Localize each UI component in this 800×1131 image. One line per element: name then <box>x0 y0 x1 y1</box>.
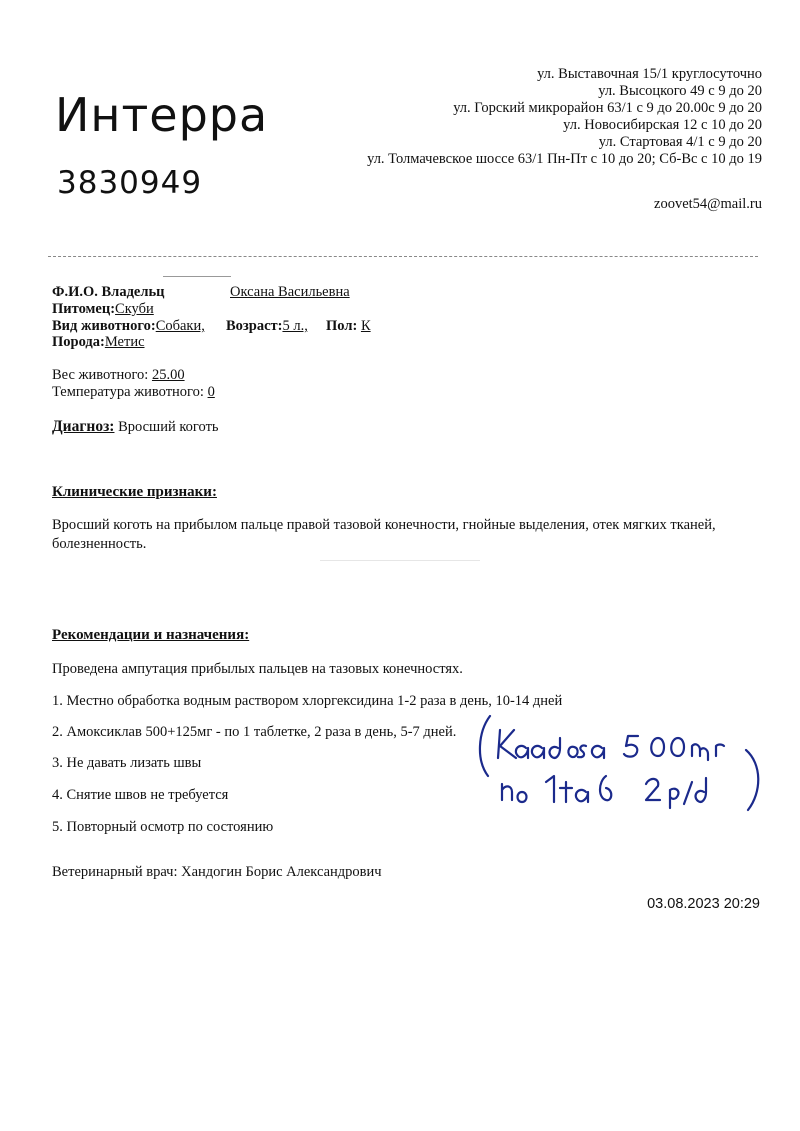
breed-row <box>52 334 145 351</box>
temperature-label: Температура животного: <box>52 384 204 400</box>
clinic-phone: 3830949 <box>57 165 203 201</box>
redaction-line <box>163 276 231 277</box>
pet-label: Питомец: <box>52 301 116 317</box>
breed-label: Порода: <box>52 334 105 350</box>
recommendation-item: 3. Не давать лизать швы <box>52 755 202 771</box>
weight-value: 25.00 <box>151 367 185 383</box>
address-list <box>367 66 762 168</box>
clinical-heading: Клинические признаки: <box>52 484 217 500</box>
clinic-logo-text: Интерра <box>55 88 269 142</box>
procedure-note: Проведена ампутация прибылых пальцев на тазовых конечностях. <box>52 661 463 677</box>
breed-value: Метис <box>104 334 145 350</box>
address-line: ул. Горский микрорайон 63/1 с 9 до 20.00с 9 до 20 <box>453 100 762 116</box>
address-line: ул. Высоцкого 49 с 9 до 20 <box>598 83 762 99</box>
temperature-row <box>52 384 215 401</box>
pet-row <box>52 301 154 318</box>
address-line: ул. Стартовая 4/1 с 9 до 20 <box>598 134 762 150</box>
doctor-signature-line: Ветеринарный врач: Хандогин Борис Александрович <box>52 864 382 880</box>
age-field <box>226 318 308 335</box>
pet-name: Скуби <box>115 301 154 317</box>
diagnosis-value: Вросший коготь <box>118 419 219 435</box>
diagnosis-label: Диагноз: <box>52 418 115 435</box>
owner-name: Оксана Васильевна <box>230 284 350 300</box>
weight-label: Вес животного: <box>52 367 149 383</box>
diagnosis-row <box>52 418 219 436</box>
scan-artifact <box>320 560 480 561</box>
age-value: 5 л., <box>282 318 308 334</box>
sex-label: Пол: <box>326 318 358 334</box>
species-value: Собаки, <box>155 318 205 334</box>
owner-row <box>52 284 165 301</box>
age-label: Возраст: <box>226 318 283 334</box>
weight-row <box>52 367 185 384</box>
handwritten-annotation <box>470 710 790 830</box>
sex-value: К <box>360 318 371 334</box>
clinic-email: zoovet54@mail.ru <box>654 196 762 212</box>
recommendations-heading: Рекомендации и назначения: <box>52 627 250 643</box>
temperature-value: 0 <box>207 384 215 400</box>
sex-field <box>326 318 371 335</box>
recommendation-item: 5. Повторный осмотр по состоянию <box>52 819 274 835</box>
species-row <box>52 318 205 335</box>
owner-label: Ф.И.О. Владельц <box>52 284 165 300</box>
species-label: Вид животного: <box>52 318 156 334</box>
header-divider <box>48 256 758 257</box>
address-line: ул. Выставочная 15/1 круглосуточно <box>537 66 762 82</box>
recommendation-item: 4. Снятие швов не требуется <box>52 787 229 803</box>
recommendation-item: 2. Амоксиклав 500+125мг - по 1 таблетке, 2 раза в день, 5-7 дней. <box>52 724 457 740</box>
clinical-text: Вросший коготь на прибылом пальце правой тазовой конечности, гнойные выделения, отек мягких тканей, болезненность. <box>52 517 716 552</box>
address-line: ул. Новосибирская 12 с 10 до 20 <box>563 117 762 133</box>
recommendation-item: 1. Местно обработка водным раствором хлоргексидина 1-2 раза в день, 10-14 дней <box>52 693 563 709</box>
document-datetime: 03.08.2023 20:29 <box>647 896 760 912</box>
address-line: ул. Толмачевское шоссе 63/1 Пн-Пт с 10 до 20; Сб-Вс с 10 до 19 <box>367 151 762 167</box>
